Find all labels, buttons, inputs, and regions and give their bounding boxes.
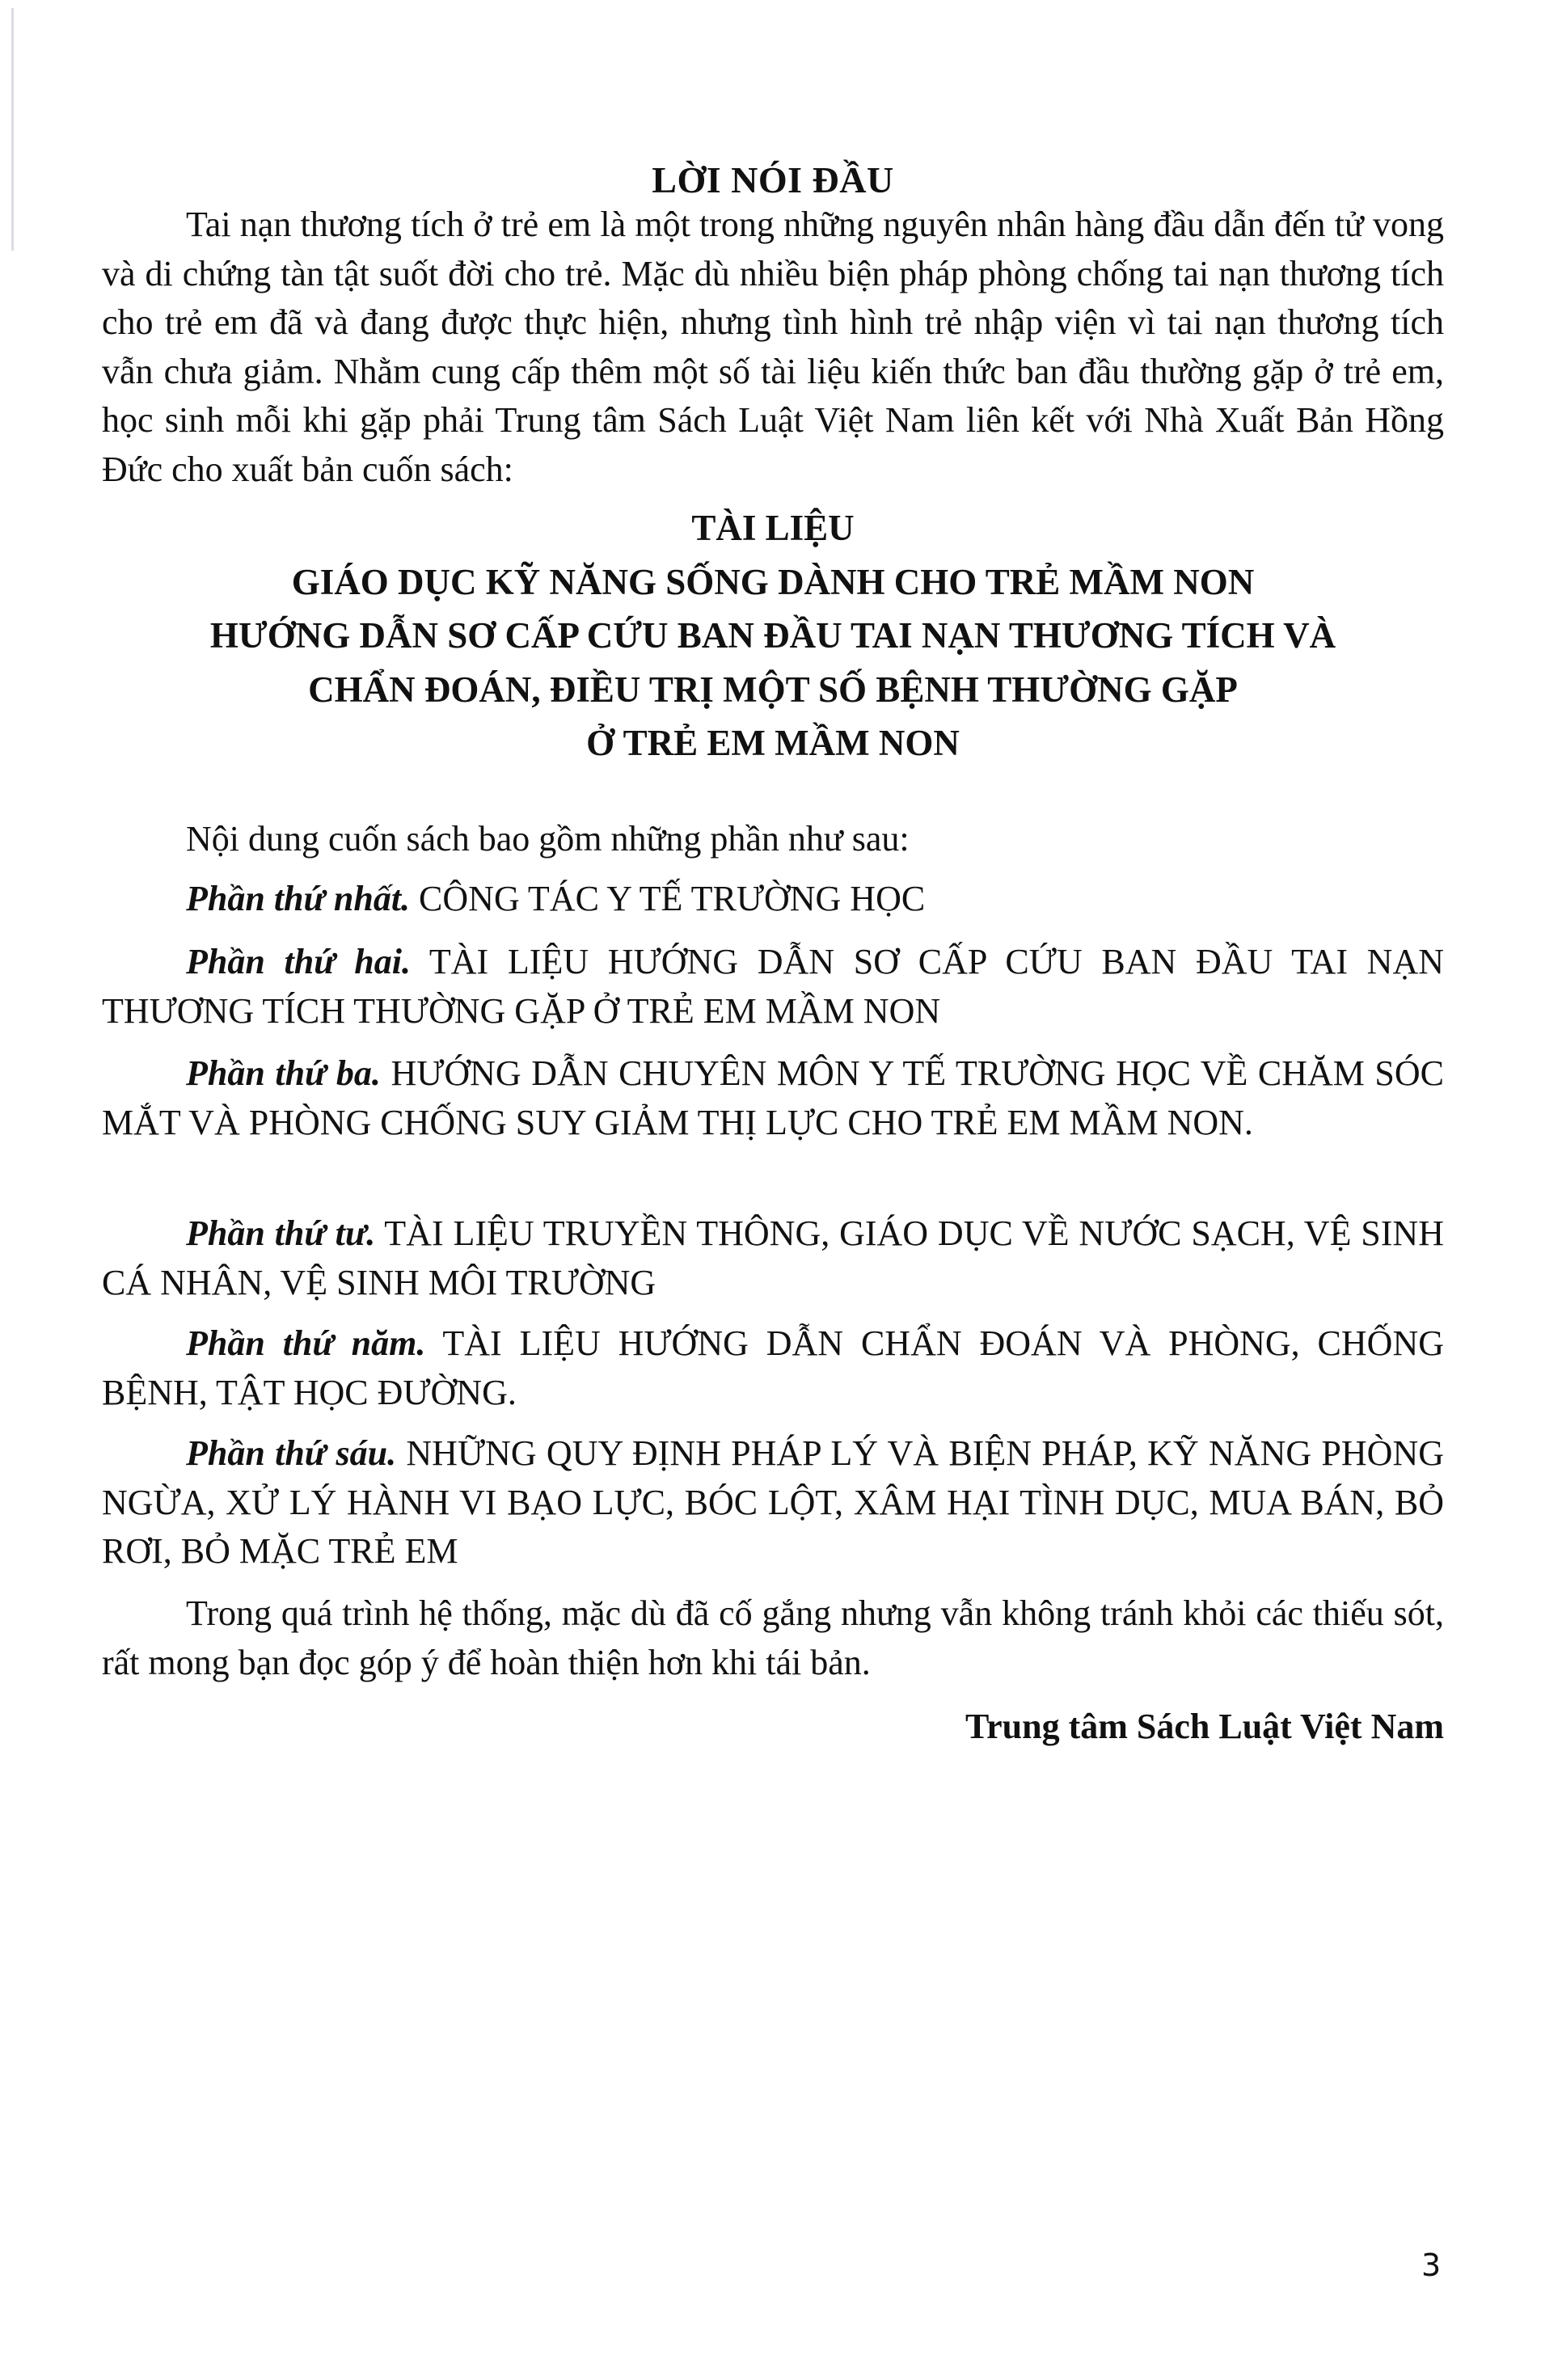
section-label: Phần thứ tư.: [186, 1213, 376, 1253]
section-text: TÀI LIỆU HƯỚNG DẪN SƠ CẤP CỨU BAN ĐẦU TAI NẠN THƯƠNG TÍCH THƯỜNG GẶP Ở TRẺ EM MẦM NON: [102, 942, 1444, 1031]
book-title-line: Ở TRẺ EM MẦM NON: [586, 723, 960, 763]
section-label: Phần thứ sáu.: [186, 1433, 397, 1473]
closing-paragraph: Trong quá trình hệ thống, mặc dù đã cố gắng nhưng vẫn không tránh khỏi các thiếu sót, rất mong bạn đọc góp ý để hoàn thiện hơn khi tái bản.: [102, 1593, 1444, 1682]
page-edge-shadow: [11, 8, 14, 251]
book-title-line: GIÁO DỤC KỸ NĂNG SỐNG DÀNH CHO TRẺ MẦM NON: [291, 561, 1255, 602]
section-item: [102, 1209, 1444, 1307]
page-number: 3: [1421, 2247, 1442, 2283]
section-item: [102, 1049, 1444, 1147]
section-label: Phần thứ hai.: [186, 942, 411, 981]
book-title-line: CHẨN ĐOÁN, ĐIỀU TRỊ MỘT SỐ BỆNH THƯỜNG GẶP: [308, 669, 1238, 710]
section-item: [102, 938, 1444, 1036]
contents-intro: Nội dung cuốn sách bao gồm những phần như sau:: [186, 819, 910, 859]
section-text: CÔNG TÁC Y TẾ TRƯỜNG HỌC: [419, 879, 926, 918]
intro-paragraph: Tai nạn thương tích ở trẻ em là một trong những nguyên nhân hàng đầu dẫn đến tử vong và di chứng tàn tật suốt đời cho trẻ. Mặc dù nhiều biện pháp phòng chống tai nạn thương tích cho trẻ em đã và đang được thực hiện, nhưng tình hình trẻ nhập viện vì tai nạn thương tích vẫn chưa giảm. Nhằm cung cấp thêm một số tài liệu kiến thức ban đầu thường gặp ở trẻ em, học sinh mỗi khi gặp phải Trung tâm Sách Luật Việt Nam liên kết với Nhà Xuất Bản Hồng Đức cho xuất bản cuốn sách:: [102, 205, 1444, 489]
section-item: [102, 1429, 1444, 1576]
section-label: Phần thứ nhất.: [186, 879, 411, 918]
book-title: [102, 501, 1444, 770]
section-item: [102, 1319, 1444, 1417]
book-title-line: HƯỚNG DẪN SƠ CẤP CỨU BAN ĐẦU TAI NẠN THƯƠNG TÍCH VÀ: [209, 615, 1336, 656]
section-text: HƯỚNG DẪN CHUYÊN MÔN Y TẾ TRƯỜNG HỌC VỀ CHĂM SÓC MẮT VÀ PHÒNG CHỐNG SUY GIẢM THỊ LỰC CHO TRẺ EM MẦM NON.: [102, 1053, 1445, 1142]
book-title-line: TÀI LIỆU: [691, 508, 855, 548]
section-label: Phần thứ ba.: [186, 1053, 381, 1093]
section-text: TÀI LIỆU HƯỚNG DẪN CHẨN ĐOÁN VÀ PHÒNG, CHỐNG BỆNH, TẬT HỌC ĐƯỜNG.: [102, 1323, 1444, 1412]
section-item: [102, 875, 1444, 924]
section-label: Phần thứ năm.: [186, 1323, 426, 1363]
section-text: TÀI LIỆU TRUYỀN THÔNG, GIÁO DỤC VỀ NƯỚC SẠCH, VỆ SINH CÁ NHÂN, VỆ SINH MÔI TRƯỜNG: [102, 1213, 1444, 1302]
section-text: NHỮNG QUY ĐỊNH PHÁP LÝ VÀ BIỆN PHÁP, KỸ NĂNG PHÒNG NGỪA, XỬ LÝ HÀNH VI BẠO LỰC, BÓC LỘT, XÂM HẠI TÌNH DỤC, MUA BÁN, BỎ RƠI, BỎ MẶC TRẺ EM: [102, 1433, 1444, 1571]
signature: Trung tâm Sách Luật Việt Nam: [965, 1707, 1444, 1746]
page-title: LỜI NÓI ĐẦU: [652, 159, 894, 200]
